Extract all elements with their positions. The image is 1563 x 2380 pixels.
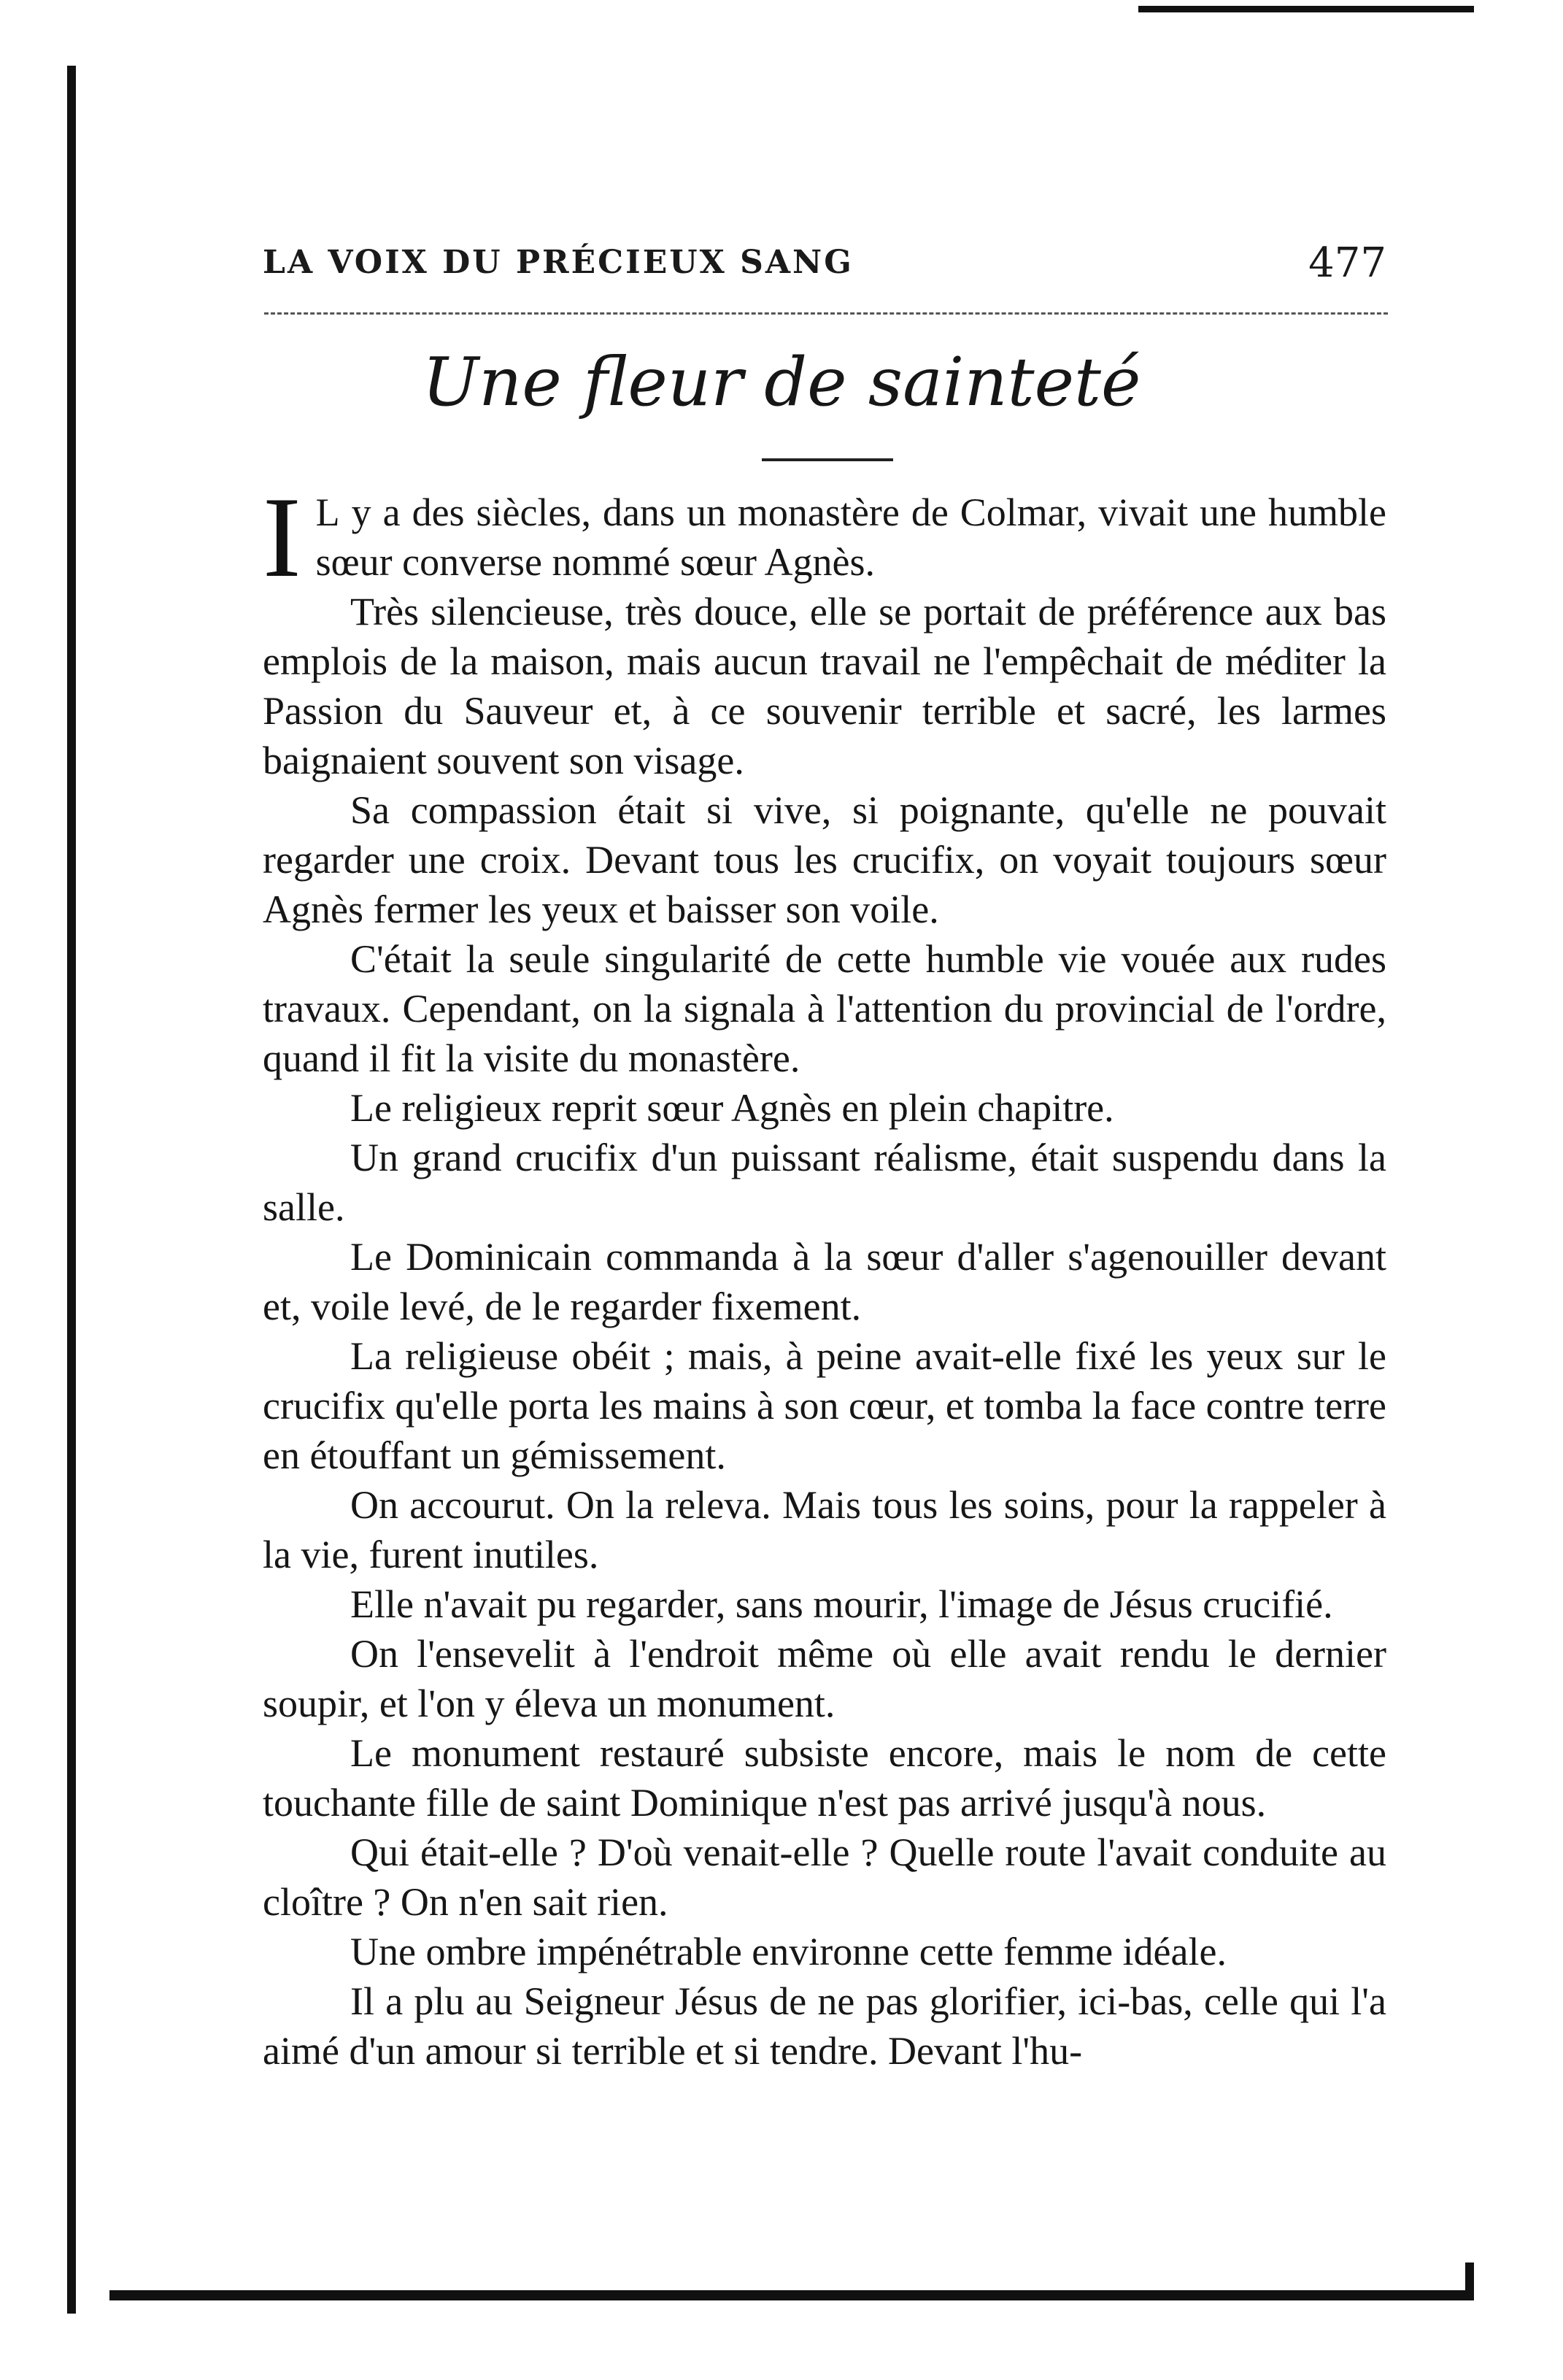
page-number: 477: [1308, 239, 1386, 287]
paragraph: Très silencieuse, très douce, elle se portait de préférence aux bas emplois de la maison, mais aucun travail ne l'empêchait de méditer la Passion du Sauveur et, à ce souvenir terrible et sacré, les larmes baignaient souvent son visage.: [263, 590, 1386, 782]
header-divider: [264, 312, 1388, 315]
paragraph: Sa compassion était si vive, si poignante, qu'elle ne pouvait regarder une croix. Devant tous les crucifix, on voyait toujours sœur Agnès fermer les yeux et baisser son voile.: [263, 788, 1386, 931]
paragraph-text: y a des siècles, dans un monastère de Colmar, vivait une humble sœur converse nommé sœur Agnès.: [315, 490, 1386, 584]
paragraph: Le religieux reprit sœur Agnès en plein chapitre.: [350, 1086, 1114, 1130]
title-divider: [762, 458, 893, 461]
paragraph: On accourut. On la releva. Mais tous les soins, pour la rappeler à la vie, furent inutiles.: [263, 1483, 1386, 1576]
running-title: LA VOIX DU PRÉCIEUX SANG: [263, 244, 854, 281]
paragraph: Un grand crucifix d'un puissant réalisme, était suspendu dans la salle.: [263, 1136, 1386, 1229]
paragraph: Qui était-elle ? D'où venait-elle ? Quelle route l'avait conduite au cloître ? On n'en sait rien.: [263, 1830, 1386, 1924]
scan-edge-right: [1465, 2262, 1474, 2300]
paragraph: La religieuse obéit ; mais, à peine avait-elle fixé les yeux sur le crucifix qu'elle porta les mains à son cœur, et tomba la face contre terre en étouffant un gémissement.: [263, 1334, 1386, 1477]
paragraph: Le Dominicain commanda à la sœur d'aller s'agenouiller devant et, voile levé, de le regarder fixement.: [263, 1235, 1386, 1328]
page-header: [263, 226, 1386, 299]
paragraph: Une ombre impénétrable environne cette femme idéale.: [350, 1930, 1227, 1973]
paragraph: C'était la seule singularité de cette humble vie vouée aux rudes travaux. Cependant, on la signala à l'attention du provincial de l'ordre, quand il fit la visite du monastère.: [263, 937, 1386, 1080]
paragraph: Il a plu au Seigneur Jésus de ne pas glorifier, ici-bas, celle qui l'a aimé d'un amour si terrible et si tendre. Devant l'hu-: [263, 1979, 1386, 2073]
scan-edge-top: [1138, 6, 1474, 12]
paragraph: Elle n'avait pu regarder, sans mourir, l'image de Jésus crucifié.: [350, 1582, 1333, 1626]
article-title: Une fleur de sainteté: [422, 343, 1141, 421]
paragraph: Le monument restauré subsiste encore, mais le nom de cette touchante fille de saint Dominique n'est pas arrivé jusqu'à nous.: [263, 1731, 1386, 1825]
paragraph: [263, 474, 1386, 601]
first-word-rest: L: [315, 490, 340, 534]
drop-cap: I: [263, 474, 301, 601]
paragraph: On l'ensevelit à l'endroit même où elle avait rendu le dernier soupir, et l'on y éleva un monument.: [263, 1632, 1386, 1725]
scan-edge-bottom: [109, 2290, 1474, 2300]
article-body: [263, 474, 1386, 2076]
